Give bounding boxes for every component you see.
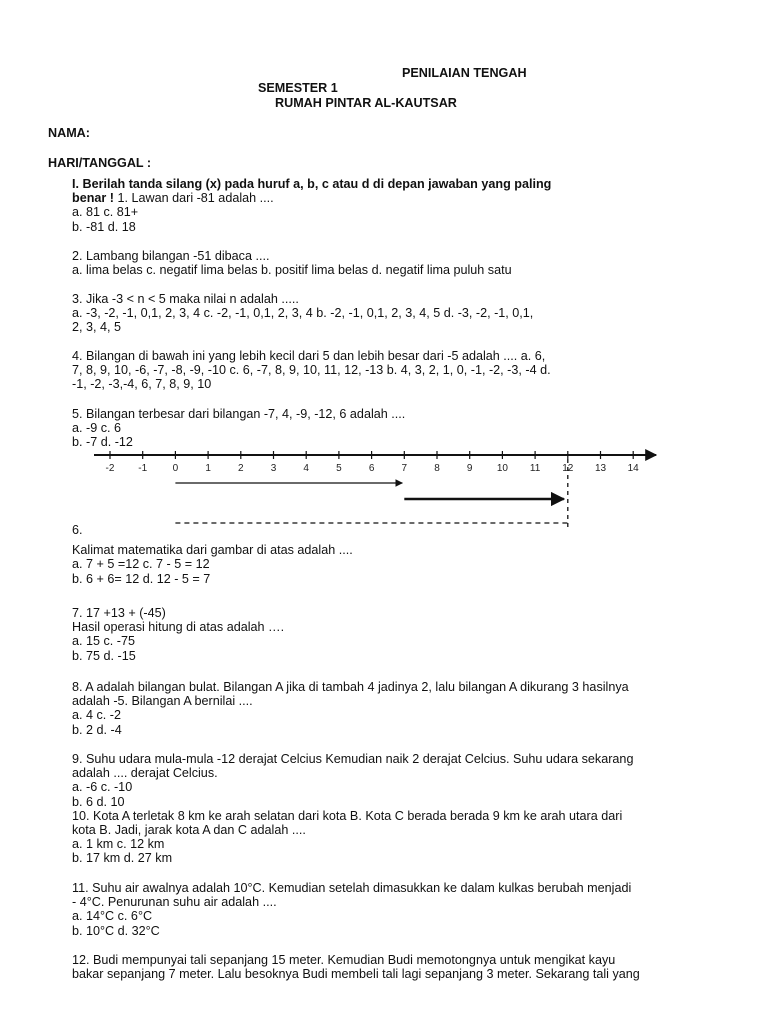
name-label: NAMA:: [48, 126, 90, 140]
question-9-line2: adalah .... derajat Celcius.: [72, 766, 218, 781]
question-3-text: 3. Jika -3 < n < 5 maka nilai n adalah .....: [72, 292, 299, 306]
question-1-text: 1. Lawan dari -81 adalah ....: [114, 191, 274, 206]
question-10-line1: 10. Kota A terletak 8 km ke arah selatan dari kota B. Kota C berada berada 9 km ke arah utara dari: [72, 808, 623, 823]
question-4-line3: -1, -2, -3,-4, 6, 7, 8, 9, 10: [72, 377, 212, 392]
question-8-line2: adalah -5. Bilangan A bernilai ....: [72, 694, 253, 709]
question-1-options-a: a. 81 c. 81+: [72, 205, 139, 220]
number-line-tick-label: 10: [496, 463, 508, 474]
question-5: [72, 407, 700, 450]
question-10-options-a: a. 1 km c. 12 km: [72, 837, 165, 852]
question-7: [72, 606, 700, 663]
number-line-tick-label: 6: [368, 463, 375, 474]
number-line-tick-label: 2: [238, 463, 244, 474]
question-2-text: 2. Lambang bilangan -51 dibaca ....: [72, 249, 270, 263]
number-line-tick-label: 1: [205, 463, 211, 474]
question-7-options-b: b. 75 d. -15: [72, 648, 136, 663]
question-6-options-a: a. 7 + 5 =12 c. 7 - 5 = 12: [72, 557, 210, 572]
number-line-tick-label: 3: [270, 463, 277, 474]
question-3: [72, 292, 700, 335]
question-9-options-b: b. 6 d. 10: [72, 794, 125, 809]
question-8: [72, 680, 700, 737]
question-11: [72, 881, 700, 938]
question-10-line2: kota B. Jadi, jarak kota A dan C adalah ....: [72, 823, 306, 838]
number-line-tick-label: 13: [594, 463, 607, 474]
question-3-options-line2: 2, 3, 4, 5: [72, 320, 122, 335]
question-8-line1: 8. A adalah bilangan bulat. Bilangan A jika di tambah 4 jadinya 2, lalu bilangan A dikurang 3 hasilnya: [72, 680, 629, 694]
instruction-line: I. Berilah tanda silang (x) pada huruf a, b, c atau d di depan jawaban yang paling: [72, 177, 552, 191]
exam-title: PENILAIAN TENGAH: [402, 66, 527, 80]
question-4-line2: 7, 8, 9, 10, -6, -7, -8, -9, -10 c. 6, -7, 8, 9, 10, 11, 12, -13 b. 4, 3, 2, 1, 0, -1, -2, -3, -4 d.: [72, 363, 551, 378]
exam-semester: SEMESTER 1: [258, 81, 338, 95]
question-8-options-a: a. 4 c. -2: [72, 708, 121, 723]
number-line-tick-label: 4: [303, 463, 309, 474]
number-line-tick-label: 7: [401, 463, 408, 474]
question-6: [72, 523, 700, 586]
date-label: HARI/TANGGAL :: [48, 156, 152, 170]
number-line-tick-label: 9: [466, 463, 473, 474]
question-11-options-b: b. 10°C d. 32°C: [72, 923, 160, 938]
question-6-options-b: b. 6 + 6= 12 d. 12 - 5 = 7: [72, 571, 211, 586]
question-7-sub: Hasil operasi hitung di atas adalah ….: [72, 620, 285, 635]
number-line-tick-label: 8: [434, 463, 440, 474]
question-7-text: 7. 17 +13 + (-45): [72, 606, 166, 620]
number-line-tick-label: 5: [336, 463, 342, 474]
school-name: RUMAH PINTAR AL-KAUTSAR: [275, 96, 457, 110]
question-12: [72, 953, 700, 981]
question-9-options-a: a. -6 c. -10: [72, 780, 133, 795]
number-line-tick-label: 14: [627, 463, 639, 474]
question-11-line1: 11. Suhu air awalnya adalah 10°C. Kemudian setelah dimasukkan ke dalam kulkas berubah menjadi: [72, 881, 632, 895]
question-2-options: a. lima belas c. negatif lima belas b. positif lima belas d. negatif lima puluh satu: [72, 263, 512, 278]
question-2: [72, 249, 700, 277]
question-1: [72, 191, 700, 205]
question-11-options-a: a. 14°C c. 6°C: [72, 909, 153, 924]
number-line-tick-label: 11: [529, 463, 541, 474]
number-line-tick-label: 12: [562, 463, 574, 474]
question-7-options-a: a. 15 c. -75: [72, 634, 136, 649]
question-9-line1: 9. Suhu udara mula-mula -12 derajat Celcius Kemudian naik 2 derajat Celcius. Suhu udara sekarang: [72, 752, 634, 766]
question-6-text: Kalimat matematika dari gambar di atas adalah ....: [72, 543, 353, 558]
question-6-number: 6.: [72, 523, 83, 537]
question-5-text: 5. Bilangan terbesar dari bilangan -7, 4, -9, -12, 6 adalah ....: [72, 407, 406, 421]
question-4-line1: 4. Bilangan di bawah ini yang lebih kecil dari 5 dan lebih besar dari -5 adalah .... a. 6,: [72, 349, 546, 363]
question-12-line2: bakar sepanjang 7 meter. Lalu besoknya Budi membeli tali lagi sepanjang 3 meter. Sekarang tali yang: [72, 967, 640, 982]
question-10-options-b: b. 17 km d. 27 km: [72, 851, 173, 866]
question-1-options-b: b. -81 d. 18: [72, 219, 136, 234]
question-5-options-b: b. -7 d. -12: [72, 435, 133, 450]
question-9: [72, 752, 700, 866]
number-line-tick-label: -1: [138, 463, 148, 474]
question-11-line2: - 4°C. Penurunan suhu air adalah ....: [72, 895, 277, 910]
question-4: [72, 349, 700, 392]
instructions: [72, 177, 700, 234]
question-12-line1: 12. Budi mempunyai tali sepanjang 15 meter. Kemudian Budi memotongnya untuk mengikat kayu: [72, 953, 616, 967]
question-8-options-b: b. 2 d. -4: [72, 722, 122, 737]
question-3-options-line1: a. -3, -2, -1, 0,1, 2, 3, 4 c. -2, -1, 0,1, 2, 3, 4 b. -2, -1, 0,1, 2, 3, 4, 5 d. -3, -2, -1, 0,1,: [72, 306, 534, 321]
question-5-options-a: a. -9 c. 6: [72, 421, 121, 436]
number-line-tick-label: 0: [172, 463, 179, 474]
instruction-emphasis: benar !: [72, 191, 114, 206]
number-line-tick-label: -2: [105, 463, 115, 474]
